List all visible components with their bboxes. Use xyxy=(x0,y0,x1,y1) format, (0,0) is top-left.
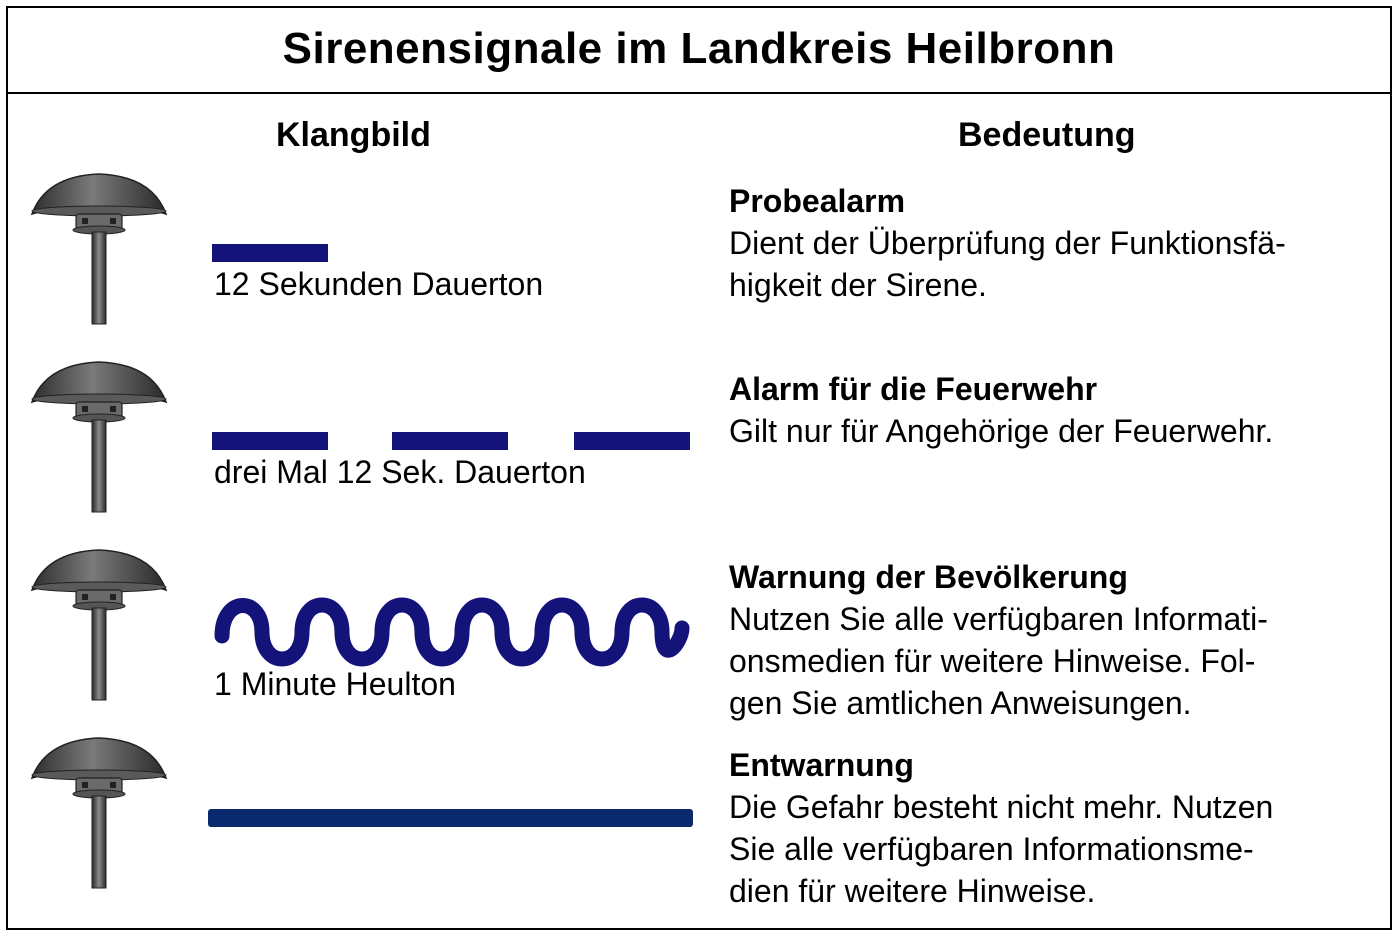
meaning-title: Alarm für die Feuerwehr xyxy=(729,371,1098,407)
siren-icon xyxy=(26,730,172,890)
signal-dash xyxy=(212,244,328,262)
column-header-sound: Klangbild xyxy=(276,116,431,154)
column-header-meaning: Bedeutung xyxy=(958,116,1136,154)
sound-pattern xyxy=(208,428,698,508)
signal-line xyxy=(208,809,693,827)
signal-dash xyxy=(392,432,508,450)
signal-dash xyxy=(212,432,328,450)
siren-icon xyxy=(26,166,172,326)
meaning-title: Warnung der Bevölkerung xyxy=(729,559,1128,595)
sound-pattern xyxy=(208,592,698,712)
signal-row-probealarm xyxy=(0,166,1400,326)
siren-icon xyxy=(26,354,172,514)
meaning-text: Gilt nur für Angehörige der Feuerwehr. xyxy=(729,413,1274,449)
meaning-block xyxy=(729,180,1379,306)
signal-row-entwarnung xyxy=(0,730,1400,909)
signal-dash xyxy=(574,432,690,450)
meaning-text: Dient der Überprüfung der Funktionsfä- higkeit der Sirene. xyxy=(729,225,1286,303)
meaning-title: Entwarnung xyxy=(729,747,914,783)
signal-wave xyxy=(222,605,682,659)
sound-pattern xyxy=(208,806,698,836)
sound-label: 12 Sekunden Dauerton xyxy=(214,266,544,302)
sound-label: drei Mal 12 Sek. Dauerton xyxy=(214,454,586,490)
meaning-block xyxy=(729,744,1379,912)
title-bar xyxy=(6,6,1392,94)
page-title: Sirenensignale im Landkreis Heilbronn xyxy=(282,24,1116,73)
meaning-text: Die Gefahr besteht nicht mehr. Nutzen Sie alle verfügbaren Informationsme- dien für weitere Hinweise. xyxy=(729,789,1274,909)
sound-pattern xyxy=(208,240,698,320)
meaning-block xyxy=(729,556,1379,724)
signal-row-feuerwehr xyxy=(0,354,1400,514)
sound-label: 1 Minute Heulton xyxy=(214,666,456,702)
signal-row-warnung xyxy=(0,542,1400,721)
siren-icon xyxy=(26,542,172,702)
meaning-block xyxy=(729,368,1379,452)
meaning-text: Nutzen Sie alle verfügbaren Informati- onsmedien für weitere Hinweise. Fol- gen Sie amtlichen Anweisungen. xyxy=(729,601,1268,721)
meaning-title: Probealarm xyxy=(729,183,906,219)
